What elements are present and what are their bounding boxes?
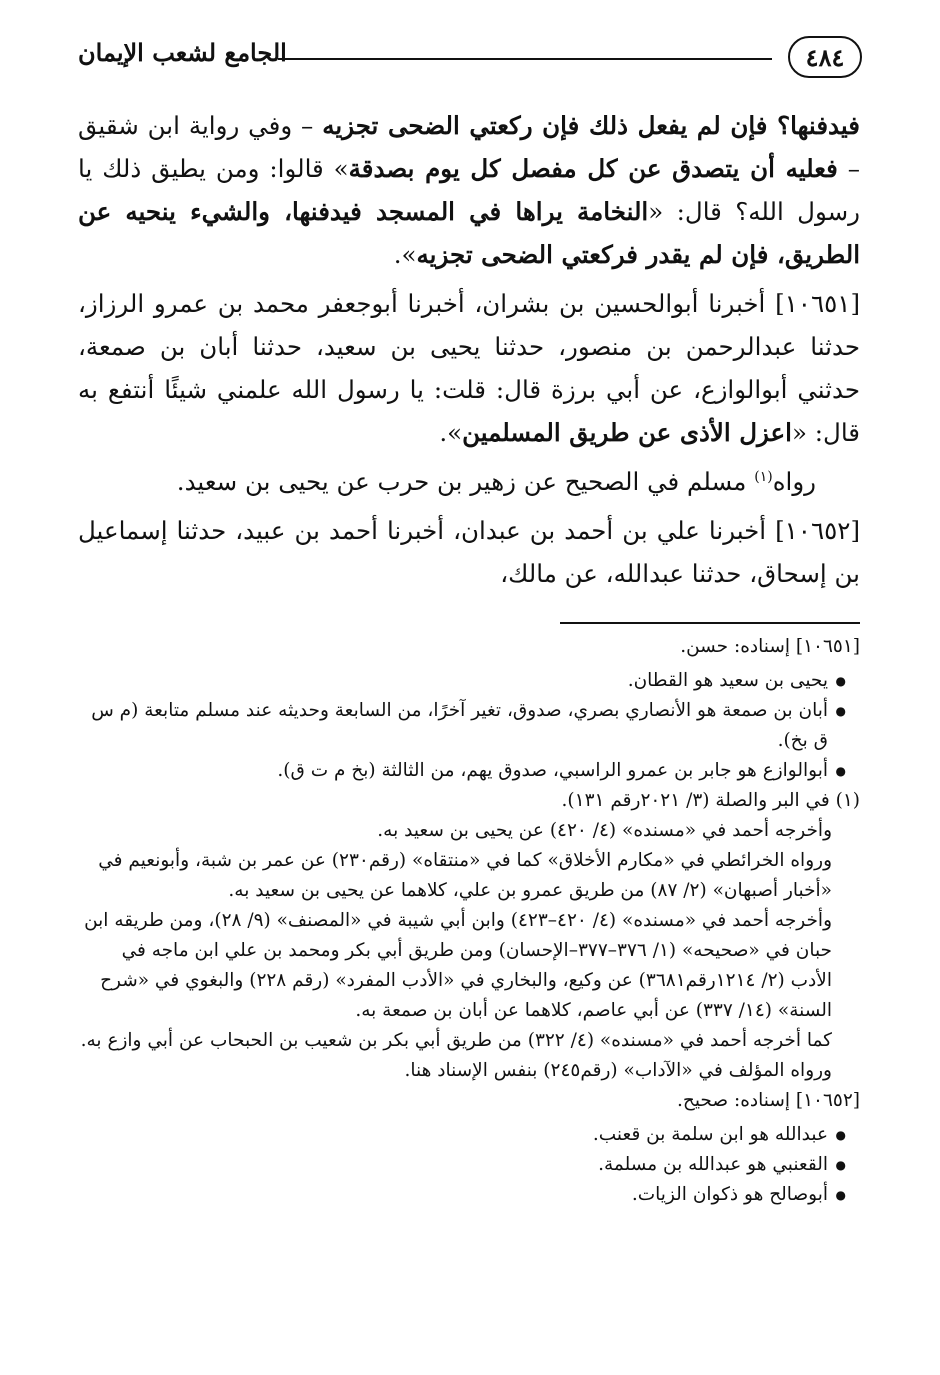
isnad-grade-10652: [١٠٦٥٢] إسناده: صحيح.	[677, 1090, 860, 1111]
list-item: ● عبدالله هو ابن سلمة بن قعنب.	[78, 1120, 846, 1150]
footnote-1-details	[78, 816, 860, 1086]
hadith-text: فعليه أن يتصدق عن كل مفصل كل يوم بصدقة	[348, 154, 838, 183]
paragraph-riwaya	[78, 460, 860, 503]
narration-note: – وفي رواية ابن شقيق –	[78, 111, 860, 183]
takhrij-line: وأخرجه أحمد في «مسنده» (٤/ ٤٢٠–٤٢٣) وابن أبي شيبة في «المصنف» (٩/ ٢٨)، ومن طريقه ابن حبان في «صحيحه» (١/ ٣٧٦–٣٧٧–الإحسان) ومن طريق أبي بكر ومحمد بن علي ابن ماجه في الأدب (٢/ ١٢١٤رقم٣٦٨١) عن وكيع، والبخاري في «الأدب المفرد» (رقم ٢٢٨) والبغوي في «شرح السنة» (١٤/ ٣٣٧) عن أبي عاصم، كلاهما عن أبان بن صمعة به.	[84, 910, 832, 1021]
takhrij-line: ورواه الخرائطي في «مكارم الأخلاق» كما في «منتقاه» (رقم٢٣٠) عن عمر بن شبة، وأبونعيم في «أخبار أصبهان» (٢/ ٨٧) من طريق عمرو بن علي، كلاهما عن يحيى بن سعيد به.	[98, 850, 832, 901]
page-number: ٤٨٤	[788, 36, 862, 78]
hadith-text: اعزل الأذى عن طريق المسلمين	[462, 418, 792, 447]
paragraph-hadith-continuation	[78, 104, 860, 276]
paragraph-10652: [١٠٦٥٢] أخبرنا علي بن أحمد بن عبدان، أخبرنا أحمد بن عبيد، حدثنا إسماعيل بن إسحاق، حدثنا عبدالله، عن مالك،	[78, 516, 860, 588]
isnad-grade-10651: [١٠٦٥١] إسناده: حسن.	[680, 636, 860, 657]
punctuation: ».	[439, 418, 463, 447]
riwaya-text: رواه	[772, 467, 816, 496]
list-item: ● أبوالوازع هو جابر بن عمرو الراسبي، صدوق يهم، من الثالثة (بخ م ت ق).	[78, 756, 846, 786]
hadith-text: فيدفنها؟ فإن لم يفعل ذلك فإن ركعتي الضحى تجزيه	[322, 111, 860, 140]
punctuation: ».	[393, 240, 417, 269]
footnote-1: (١) في البر والصلة (٣/ ٢٠٢١رقم ١٣١).	[561, 790, 860, 811]
page-header	[78, 36, 862, 96]
takhrij-line: وأخرجه أحمد في «مسنده» (٤/ ٤٢٠) عن يحيى بن سعيد به.	[377, 820, 832, 841]
narrator-list-10652	[78, 1120, 860, 1210]
header-rule	[278, 58, 772, 60]
list-item: ● يحيى بن سعيد هو القطان.	[78, 666, 846, 696]
isnad-text: [١٠٦٥١] أخبرنا أبوالحسين بن بشران، أخبرنا أبوجعفر محمد بن عمرو الرزاز، حدثنا عبدالرحمن بن منصور، حدثنا يحيى بن سعيد، حدثنا أبان بن صمعة، حدثني أبوالوازع، عن أبي برزة قال: قلت: يا رسول الله علمني شيئًا أنتفع به قال: «	[78, 289, 860, 447]
list-item: ● القعنبي هو عبدالله بن مسلمة.	[78, 1150, 846, 1180]
list-item: ● أبوصالح هو ذكوان الزيات.	[78, 1180, 846, 1210]
takhrij-line: ورواه المؤلف في «الآداب» (رقم٢٤٥) بنفس الإسناد هنا.	[404, 1060, 832, 1081]
narration-text: » قالوا: ومن يطيق ذلك يا رسول الله؟ قال: «	[78, 154, 860, 226]
riwaya-text: مسلم في الصحيح عن زهير بن حرب عن يحيى بن سعيد.	[176, 467, 755, 496]
hadith-text: النخامة يراها في المسجد فيدفنها، والشيء ينحيه عن الطريق، فإن لم يقدر فركعتي الضحى تجزيه	[78, 197, 860, 269]
takhrij-line: كما أخرجه أحمد في «مسنده» (٤/ ٣٢٢) من طريق أبي بكر بن شعيب بن الحبحاب عن أبي وازع به.	[80, 1030, 832, 1051]
footnote-marker: (١)	[754, 468, 773, 485]
footnote-divider	[560, 622, 860, 624]
footnotes	[78, 632, 860, 1210]
running-title: الجامع لشعب الإيمان	[78, 38, 287, 67]
list-item: ● أبان بن صمعة هو الأنصاري بصري، صدوق، تغير آخرًا، من السابعة وحديثه عند مسلم متابعة (م س ق بخ).	[78, 696, 846, 756]
paragraph-10651	[78, 282, 860, 454]
narrator-list-10651	[78, 666, 860, 786]
main-text	[78, 104, 860, 601]
